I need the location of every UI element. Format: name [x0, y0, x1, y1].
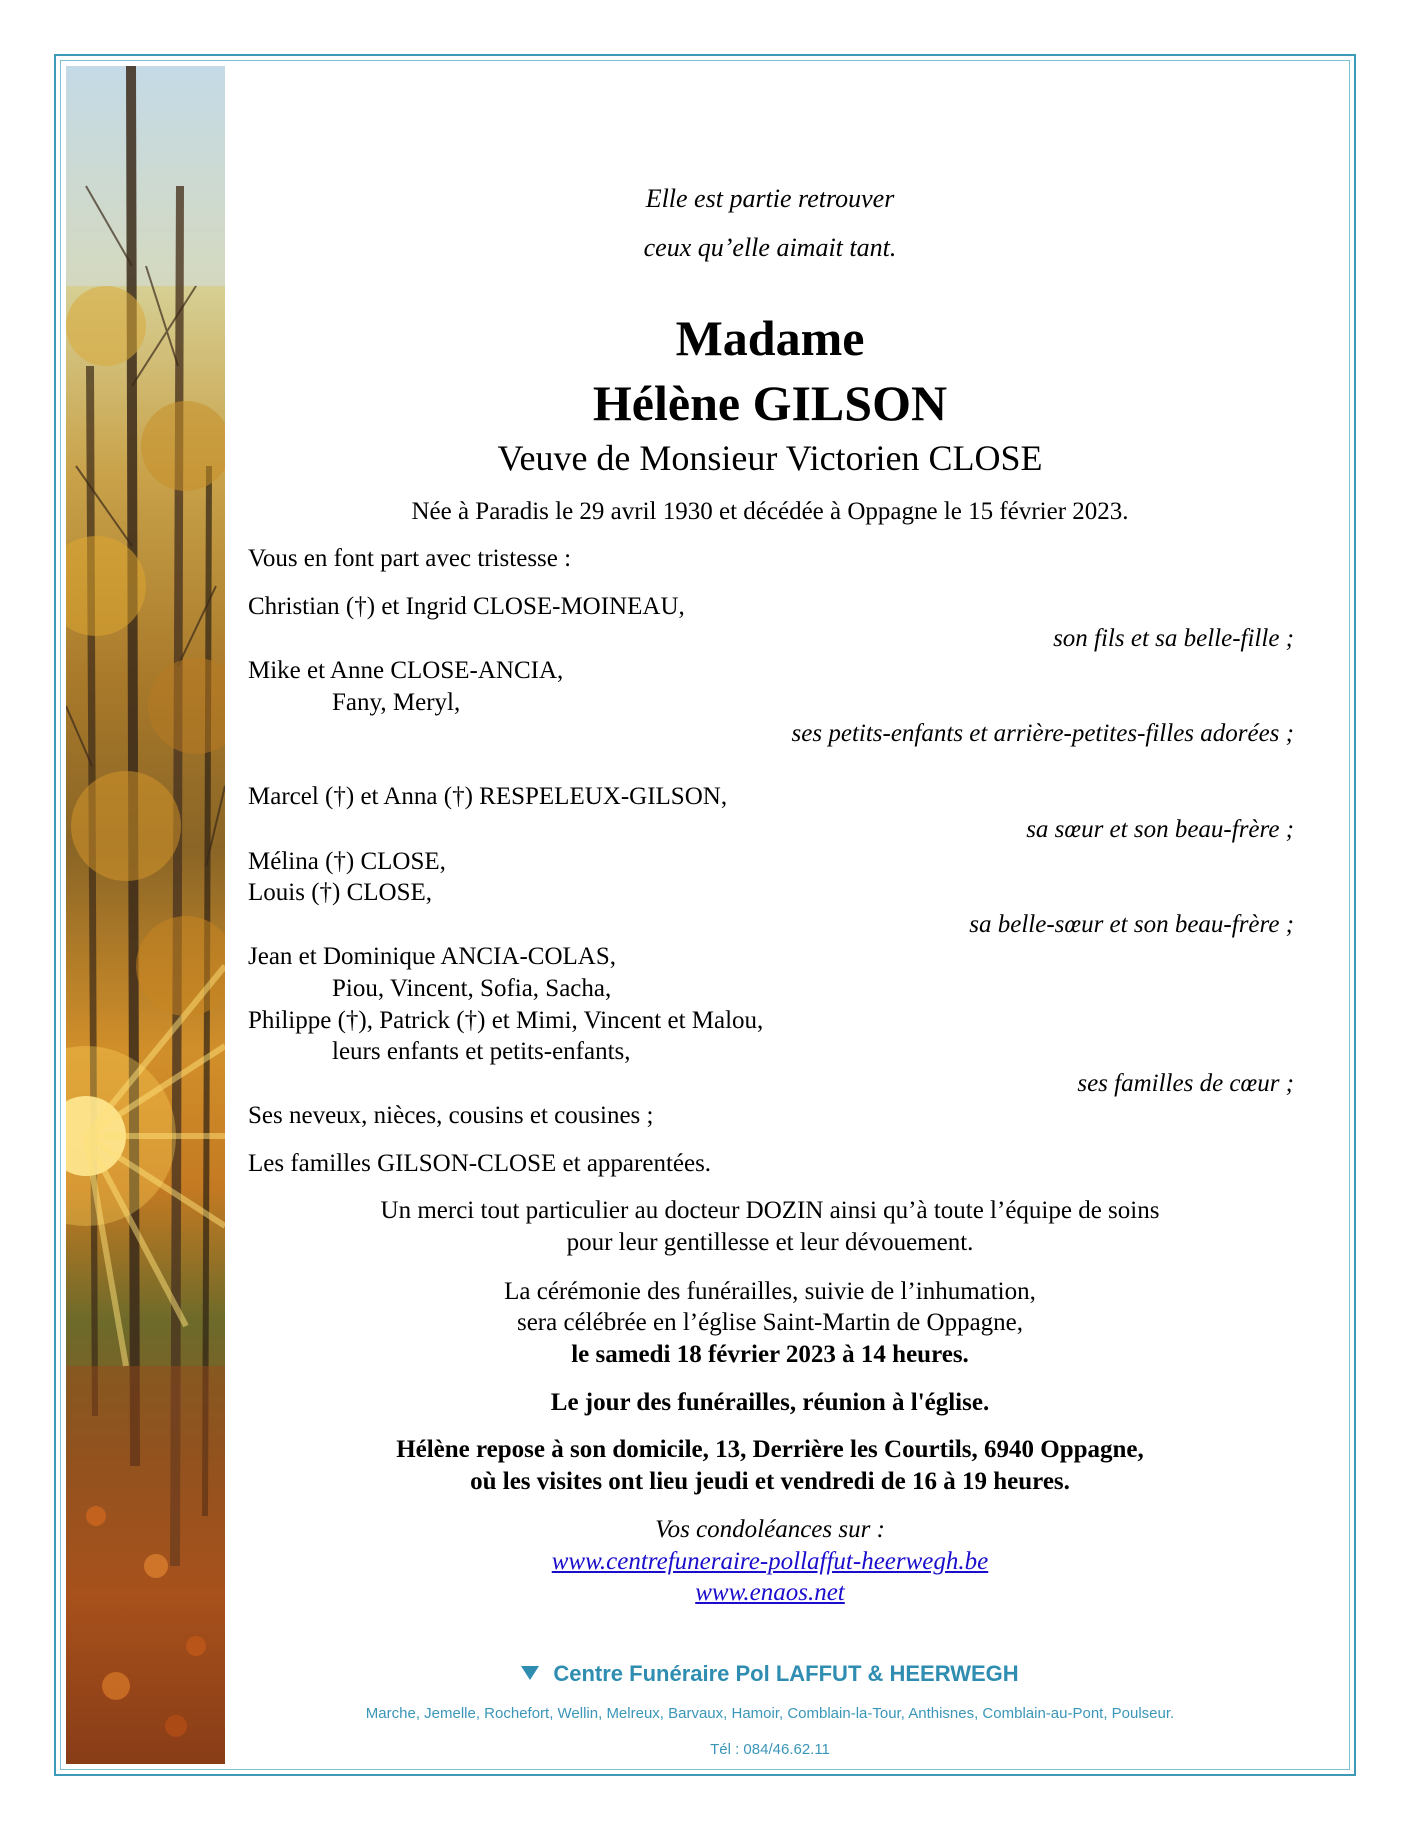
family-relation: ses familles de cœur ; — [1077, 1070, 1294, 1097]
family-names: Mélina (†) CLOSE, — [248, 848, 446, 875]
funeral-company-name: Centre Funéraire Pol LAFFUT & HEERWEGH — [230, 1660, 1310, 1688]
triangle-down-icon — [521, 1666, 539, 1680]
other-families: Les familles GILSON-CLOSE et apparentées. — [248, 1150, 712, 1177]
ceremony-date: le samedi 18 février 2023 à 14 heures. — [571, 1341, 969, 1368]
family-relation: ses petits-enfants et arrière-petites-filles adorées ; — [791, 720, 1294, 747]
condolences-link-enaos[interactable]: www.enaos.net — [695, 1579, 845, 1606]
family-relation: sa belle-sœur et son beau-frère ; — [969, 911, 1294, 938]
funeral-company-locations: Marche, Jemelle, Rochefort, Wellin, Melreux, Barvaux, Hamoir, Comblain-la-Tour, Anthisnes, Comblain-au-Pont, Poulseur. — [365, 1705, 1175, 1722]
quote-line-2: ceux qu’elle aimait tant. — [643, 233, 897, 262]
visit-line-1: Hélène repose à son domicile, 13, Derrière les Courtils, 6940 Oppagne, — [396, 1436, 1144, 1463]
family-relation: son fils et sa belle-fille ; — [1053, 625, 1294, 652]
ceremony-line-1: La cérémonie des funérailles, suivie de l’inhumation, — [504, 1278, 1036, 1305]
autumn-forest-image — [66, 66, 225, 1764]
family-names: Mike et Anne CLOSE-ANCIA, — [248, 657, 564, 684]
honorific: Madame — [675, 310, 865, 366]
family-sub-names: Fany, Meryl, — [332, 689, 461, 716]
funeral-company-phone: Tél : 084/46.62.11 — [710, 1741, 830, 1758]
family-names: Jean et Dominique ANCIA-COLAS, — [248, 943, 617, 970]
obituary-content — [230, 0, 1310, 1833]
family-names: Louis (†) CLOSE, — [248, 879, 433, 906]
family-sub-names: Piou, Vincent, Sofia, Sacha, — [332, 975, 612, 1002]
family-names: Marcel (†) et Anna (†) RESPELEUX-GILSON, — [248, 783, 728, 810]
condolences-label: Vos condoléances sur : — [655, 1516, 885, 1543]
thanks-line-1: Un merci tout particulier au docteur DOZIN ainsi qu’à toute l’équipe de soins — [380, 1197, 1160, 1224]
deceased-name: Hélène GILSON — [592, 375, 948, 431]
intro-text: Vous en font part avec tristesse : — [248, 545, 572, 572]
visit-line-2: où les visites ont lieu jeudi et vendredi de 16 à 19 heures. — [470, 1468, 1070, 1495]
ceremony-line-2: sera célébrée en l’église Saint-Martin de Oppagne, — [516, 1309, 1024, 1336]
birth-death: Née à Paradis le 29 avril 1930 et décédée à Oppagne le 15 février 2023. — [411, 498, 1129, 525]
meeting-info: Le jour des funérailles, réunion à l'église. — [550, 1389, 990, 1416]
family-names: Christian (†) et Ingrid CLOSE-MOINEAU, — [248, 593, 685, 620]
widow-of: Veuve de Monsieur Victorien CLOSE — [497, 438, 1043, 478]
other-relatives: Ses neveux, nièces, cousins et cousines ; — [248, 1102, 654, 1129]
condolences-link-funeral-center[interactable]: www.centrefuneraire-pollaffut-heerwegh.be — [551, 1548, 989, 1575]
family-relation: sa sœur et son beau-frère ; — [1026, 816, 1294, 843]
thanks-line-2: pour leur gentillesse et leur dévouement. — [566, 1229, 974, 1256]
family-names: Philippe (†), Patrick (†) et Mimi, Vincent et Malou, — [248, 1007, 764, 1034]
quote-line-1: Elle est partie retrouver — [645, 184, 895, 213]
family-sub-names: leurs enfants et petits-enfants, — [332, 1038, 631, 1065]
